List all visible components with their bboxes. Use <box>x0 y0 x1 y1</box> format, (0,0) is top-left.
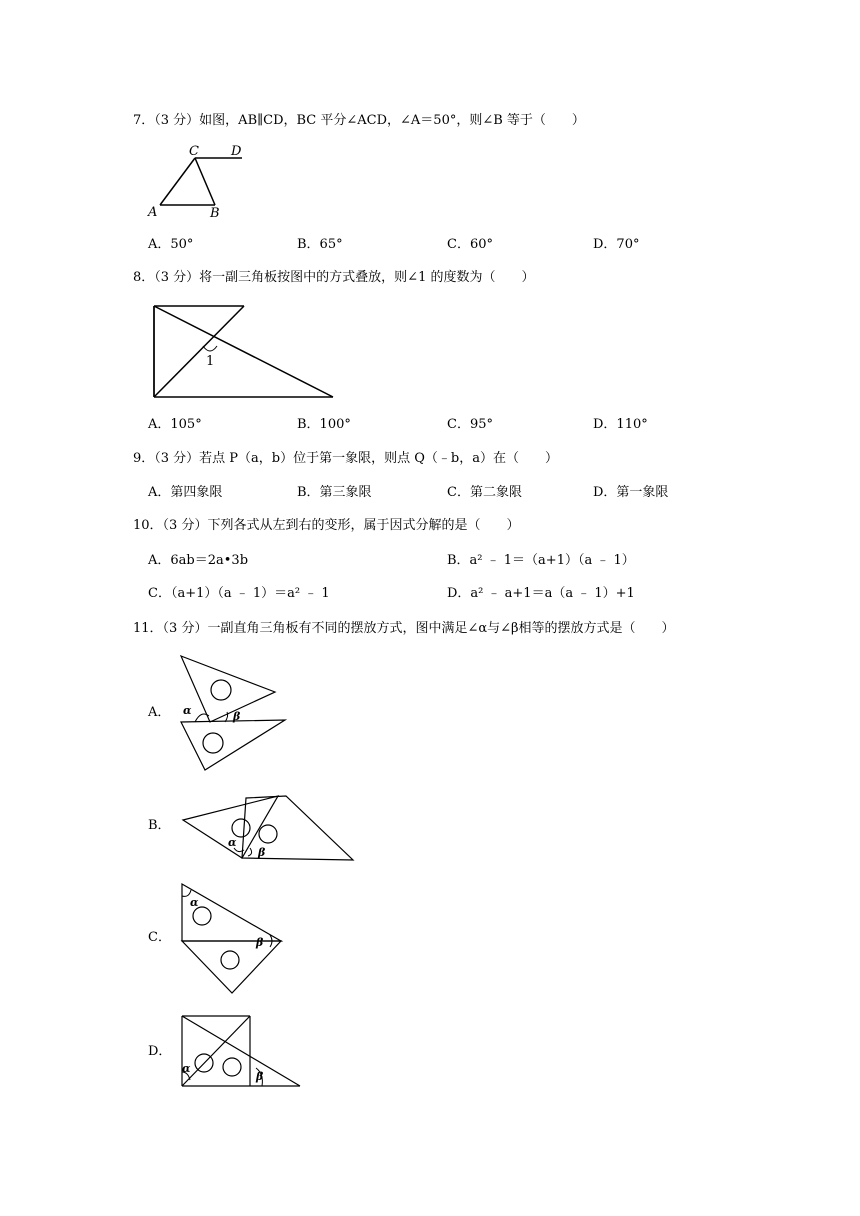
q11-figure-c <box>176 878 291 998</box>
q8-option-c: C．95° <box>447 417 493 432</box>
q7-option-d: D．70° <box>593 237 640 252</box>
q7-label-d: D <box>231 144 242 159</box>
q7-option-b: B．65° <box>297 237 343 252</box>
q10-option-d: D．a² ﹣ a+1＝a（a ﹣ 1）+1 <box>447 586 635 601</box>
q8-option-a: A．105° <box>148 417 202 432</box>
q7-stem: 7．（3 分）如图，AB∥CD，BC 平分∠ACD，∠A＝50°，则∠B 等于（ ） <box>133 113 585 128</box>
q7-label-a: A <box>148 205 158 220</box>
q10-stem: 10．（3 分）下列各式从左到右的变形，属于因式分解的是（ ） <box>133 518 520 533</box>
q11-option-c-label: C． <box>148 930 171 945</box>
q10-option-b: B．a² ﹣ 1＝（a+1）（a ﹣ 1） <box>447 553 635 568</box>
q9-stem: 9．（3 分）若点 P（a，b）位于第一象限，则点 Q（﹣b，a）在（ ） <box>133 451 558 466</box>
q7-option-a: A．50° <box>148 237 194 252</box>
q11-c-beta: β <box>256 936 264 949</box>
q9-option-d: D．第一象限 <box>593 485 669 500</box>
q8-option-d: D．110° <box>593 417 648 432</box>
q8-option-b: B．100° <box>297 417 351 432</box>
q11-figure-a <box>175 650 295 775</box>
q7-label-b: B <box>210 206 220 221</box>
q11-d-beta: β <box>256 1070 264 1083</box>
q9-option-a: A．第四象限 <box>148 485 223 500</box>
q11-stem: 11．（3 分）一副直角三角板有不同的摆放方式，图中满足∠α与∠β相等的摆放方式是（ ） <box>133 621 675 636</box>
q7-option-c: C．60° <box>447 237 493 252</box>
q8-angle-label: 1 <box>206 354 215 369</box>
q11-a-beta: β <box>233 710 241 723</box>
q11-d-alpha: α <box>182 1062 191 1075</box>
q11-b-alpha: α <box>228 836 237 849</box>
q11-a-alpha: α <box>183 704 192 717</box>
q11-c-alpha: α <box>190 896 199 909</box>
q11-option-a-label: A． <box>148 705 171 720</box>
q11-option-d-label: D． <box>148 1044 172 1059</box>
q10-option-a: A．6ab＝2a•3b <box>148 553 249 568</box>
q11-figure-b <box>178 792 358 867</box>
q8-stem: 8．（3 分）将一副三角板按图中的方式叠放，则∠1 的度数为（ ） <box>133 270 535 285</box>
q10-option-c: C．（a+1）（a ﹣ 1）＝a² ﹣ 1 <box>148 586 330 601</box>
q7-figure <box>145 140 255 222</box>
q11-b-beta: β <box>258 846 266 859</box>
q11-option-b-label: B． <box>148 818 171 833</box>
q11-figure-d <box>176 1010 306 1090</box>
q9-option-c: C．第二象限 <box>447 485 522 500</box>
q8-figure <box>150 302 340 402</box>
q9-option-b: B．第三象限 <box>297 485 372 500</box>
q7-label-c: C <box>189 144 199 159</box>
